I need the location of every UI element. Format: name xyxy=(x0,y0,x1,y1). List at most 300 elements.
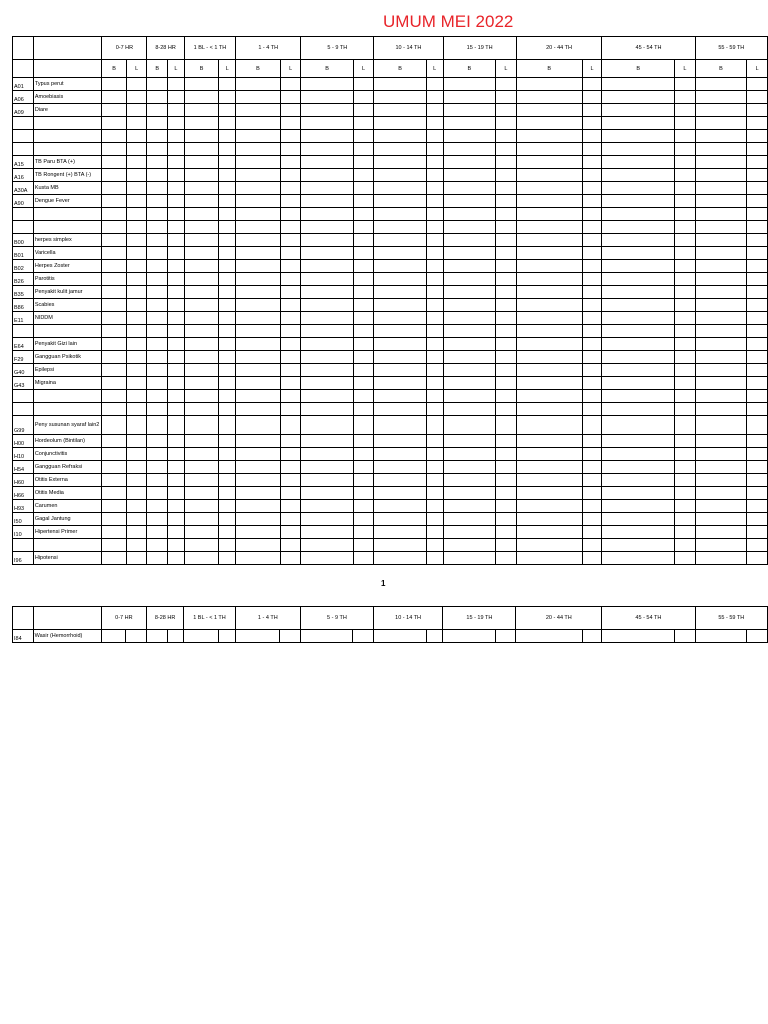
count-cell xyxy=(443,104,496,117)
count-cell xyxy=(301,182,353,195)
count-cell xyxy=(219,338,236,351)
disease-name xyxy=(33,130,102,143)
count-cell xyxy=(219,78,236,91)
count-cell xyxy=(426,377,443,390)
count-cell xyxy=(102,273,126,286)
count-cell xyxy=(184,513,219,526)
count-cell xyxy=(102,299,126,312)
count-cell xyxy=(496,435,517,448)
count-cell xyxy=(168,325,185,338)
count-cell xyxy=(219,247,236,260)
count-cell xyxy=(102,403,126,416)
count-cell xyxy=(496,513,517,526)
count-cell xyxy=(496,390,517,403)
count-cell xyxy=(516,169,582,182)
sex-header-l: L xyxy=(747,60,768,78)
table-row xyxy=(13,221,768,234)
count-cell xyxy=(219,260,236,273)
disease-name: Penyakit Gizi lain xyxy=(33,338,102,351)
disease-code: A06 xyxy=(13,91,34,104)
count-cell xyxy=(353,526,374,539)
count-cell xyxy=(236,416,281,435)
count-cell xyxy=(516,364,582,377)
count-cell xyxy=(126,169,147,182)
count-cell xyxy=(301,552,353,565)
count-cell xyxy=(747,260,768,273)
count-cell xyxy=(582,416,602,435)
count-cell xyxy=(496,364,517,377)
count-cell xyxy=(126,195,147,208)
count-cell xyxy=(184,630,219,643)
count-cell xyxy=(516,630,582,643)
count-cell xyxy=(280,377,301,390)
count-cell xyxy=(695,234,747,247)
count-cell xyxy=(280,351,301,364)
count-cell xyxy=(747,299,768,312)
count-cell xyxy=(496,156,517,169)
count-cell xyxy=(602,286,675,299)
count-cell xyxy=(374,416,427,435)
count-cell xyxy=(219,403,236,416)
count-cell xyxy=(374,130,427,143)
count-cell xyxy=(219,552,236,565)
count-cell xyxy=(147,312,168,325)
count-cell xyxy=(353,117,374,130)
count-cell xyxy=(236,552,281,565)
count-cell xyxy=(582,377,602,390)
count-cell xyxy=(374,273,427,286)
count-cell xyxy=(695,182,747,195)
count-cell xyxy=(147,377,168,390)
count-cell xyxy=(301,247,353,260)
count-cell xyxy=(280,195,301,208)
count-cell xyxy=(602,351,675,364)
table-row xyxy=(13,461,768,474)
count-cell xyxy=(280,487,301,500)
count-cell xyxy=(184,221,219,234)
table-row xyxy=(13,338,768,351)
count-cell xyxy=(695,539,747,552)
count-cell xyxy=(219,390,236,403)
count-cell xyxy=(280,247,301,260)
count-cell xyxy=(602,513,675,526)
count-cell xyxy=(602,208,675,221)
count-cell xyxy=(695,156,747,169)
age-group-header: 8-28 HR xyxy=(147,37,184,60)
count-cell xyxy=(602,338,675,351)
sex-header-b: B xyxy=(147,60,168,78)
age-group-header: 55 - 59 TH xyxy=(695,607,767,630)
count-cell xyxy=(675,416,696,435)
count-cell xyxy=(374,448,427,461)
count-cell xyxy=(747,130,768,143)
count-cell xyxy=(353,182,374,195)
count-cell xyxy=(147,390,168,403)
count-cell xyxy=(443,143,496,156)
count-cell xyxy=(280,552,301,565)
count-cell xyxy=(602,325,675,338)
count-cell xyxy=(747,156,768,169)
count-cell xyxy=(675,286,696,299)
disease-name: TB Rongent (+) BTA (-) xyxy=(33,169,102,182)
count-cell xyxy=(516,377,582,390)
count-cell xyxy=(675,104,696,117)
count-cell xyxy=(168,526,185,539)
count-cell xyxy=(353,435,374,448)
count-cell xyxy=(582,351,602,364)
count-cell xyxy=(184,247,219,260)
count-cell xyxy=(301,448,353,461)
count-cell xyxy=(219,526,236,539)
count-cell xyxy=(147,435,168,448)
count-cell xyxy=(219,91,236,104)
count-cell xyxy=(126,117,147,130)
count-cell xyxy=(426,325,443,338)
count-cell xyxy=(219,461,236,474)
table-row xyxy=(13,513,768,526)
count-cell xyxy=(126,448,147,461)
count-cell xyxy=(582,338,602,351)
count-cell xyxy=(675,299,696,312)
count-cell xyxy=(168,117,185,130)
age-group-header: 55 - 59 TH xyxy=(695,37,767,60)
table-row xyxy=(13,169,768,182)
count-cell xyxy=(184,416,219,435)
count-cell xyxy=(168,286,185,299)
count-cell xyxy=(219,143,236,156)
count-cell xyxy=(675,500,696,513)
count-cell xyxy=(184,143,219,156)
count-cell xyxy=(126,403,147,416)
count-cell xyxy=(443,448,496,461)
disease-name: Hipertensi Primer xyxy=(33,526,102,539)
count-cell xyxy=(602,169,675,182)
count-cell xyxy=(126,182,147,195)
count-cell xyxy=(516,435,582,448)
count-cell xyxy=(747,390,768,403)
count-cell xyxy=(147,104,168,117)
report-title: UMUM MEI 2022 xyxy=(383,12,514,31)
disease-name: Parotitis xyxy=(33,273,102,286)
count-cell xyxy=(353,312,374,325)
count-cell xyxy=(147,156,168,169)
count-cell xyxy=(747,474,768,487)
count-cell xyxy=(602,416,675,435)
disease-name: Kusta MB xyxy=(33,182,102,195)
disease-name: Epilepsi xyxy=(33,364,102,377)
count-cell xyxy=(443,377,496,390)
count-cell xyxy=(126,299,147,312)
count-cell xyxy=(219,351,236,364)
disease-code: H66 xyxy=(13,487,34,500)
count-cell xyxy=(695,500,747,513)
count-cell xyxy=(168,435,185,448)
sex-header-l: L xyxy=(675,60,696,78)
count-cell xyxy=(168,474,185,487)
count-cell xyxy=(602,500,675,513)
table-row xyxy=(13,182,768,195)
disease-code: H00 xyxy=(13,435,34,448)
count-cell xyxy=(353,208,374,221)
count-cell xyxy=(602,117,675,130)
count-cell xyxy=(126,435,147,448)
count-cell xyxy=(582,195,602,208)
count-cell xyxy=(426,539,443,552)
count-cell xyxy=(426,130,443,143)
count-cell xyxy=(443,247,496,260)
count-cell xyxy=(496,273,517,286)
count-cell xyxy=(280,403,301,416)
count-cell xyxy=(168,390,185,403)
count-cell xyxy=(219,286,236,299)
count-cell xyxy=(147,130,168,143)
count-cell xyxy=(219,448,236,461)
count-cell xyxy=(426,208,443,221)
count-cell xyxy=(374,143,427,156)
count-cell xyxy=(747,487,768,500)
count-cell xyxy=(675,156,696,169)
count-cell xyxy=(353,234,374,247)
count-cell xyxy=(280,416,301,435)
count-cell xyxy=(102,312,126,325)
count-cell xyxy=(747,364,768,377)
count-cell xyxy=(353,351,374,364)
count-cell xyxy=(374,390,427,403)
count-cell xyxy=(353,299,374,312)
count-cell xyxy=(301,461,353,474)
count-cell xyxy=(496,338,517,351)
count-cell xyxy=(353,104,374,117)
disease-header xyxy=(33,607,101,630)
count-cell xyxy=(695,299,747,312)
age-group-header: 1 - 4 TH xyxy=(236,37,301,60)
count-cell xyxy=(695,260,747,273)
count-cell xyxy=(426,351,443,364)
count-cell xyxy=(102,526,126,539)
count-cell xyxy=(695,403,747,416)
count-cell xyxy=(426,487,443,500)
disease-code: G43 xyxy=(13,377,34,390)
count-cell xyxy=(168,182,185,195)
count-cell xyxy=(602,364,675,377)
count-cell xyxy=(236,169,281,182)
count-cell xyxy=(219,208,236,221)
count-cell xyxy=(102,234,126,247)
count-cell xyxy=(496,526,517,539)
count-cell xyxy=(184,299,219,312)
count-cell xyxy=(582,526,602,539)
disease-code: A15 xyxy=(13,156,34,169)
count-cell xyxy=(219,169,236,182)
count-cell xyxy=(236,338,281,351)
count-cell xyxy=(301,351,353,364)
count-cell xyxy=(236,364,281,377)
count-cell xyxy=(496,539,517,552)
count-cell xyxy=(301,474,353,487)
count-cell xyxy=(184,78,219,91)
count-cell xyxy=(443,500,496,513)
count-cell xyxy=(695,286,747,299)
count-cell xyxy=(747,338,768,351)
count-cell xyxy=(675,130,696,143)
count-cell xyxy=(147,500,168,513)
count-cell xyxy=(280,448,301,461)
count-cell xyxy=(126,630,147,643)
count-cell xyxy=(147,286,168,299)
count-cell xyxy=(496,221,517,234)
count-cell xyxy=(496,117,517,130)
count-cell xyxy=(184,325,219,338)
count-cell xyxy=(374,208,427,221)
count-cell xyxy=(184,351,219,364)
count-cell xyxy=(443,234,496,247)
disease-code xyxy=(13,208,34,221)
table-row xyxy=(13,156,768,169)
count-cell xyxy=(147,299,168,312)
disease-code xyxy=(13,221,34,234)
count-cell xyxy=(301,221,353,234)
count-cell xyxy=(496,325,517,338)
count-cell xyxy=(126,273,147,286)
count-cell xyxy=(443,130,496,143)
count-cell xyxy=(353,461,374,474)
age-group-header: 1 - 4 TH xyxy=(235,607,300,630)
count-cell xyxy=(496,130,517,143)
count-cell xyxy=(443,539,496,552)
count-cell xyxy=(102,208,126,221)
count-cell xyxy=(695,552,747,565)
count-cell xyxy=(184,364,219,377)
count-cell xyxy=(353,539,374,552)
count-cell xyxy=(126,260,147,273)
age-group-header: 1 BL - < 1 TH xyxy=(184,607,235,630)
table-row xyxy=(13,286,768,299)
count-cell xyxy=(280,526,301,539)
count-cell xyxy=(374,377,427,390)
count-cell xyxy=(168,208,185,221)
disease-code xyxy=(13,117,34,130)
count-cell xyxy=(236,91,281,104)
count-cell xyxy=(602,247,675,260)
count-cell xyxy=(147,169,168,182)
count-cell xyxy=(675,117,696,130)
count-cell xyxy=(219,312,236,325)
count-cell xyxy=(496,195,517,208)
count-cell xyxy=(443,474,496,487)
count-cell xyxy=(747,526,768,539)
disease-code: A01 xyxy=(13,78,34,91)
count-cell xyxy=(236,78,281,91)
count-cell xyxy=(184,526,219,539)
count-cell xyxy=(602,299,675,312)
count-cell xyxy=(280,435,301,448)
count-cell xyxy=(675,630,695,643)
count-cell xyxy=(496,260,517,273)
count-cell xyxy=(126,247,147,260)
disease-name: Herpes Zoster xyxy=(33,260,102,273)
disease-header xyxy=(33,60,102,78)
count-cell xyxy=(747,500,768,513)
count-cell xyxy=(675,182,696,195)
count-cell xyxy=(443,91,496,104)
disease-name: Scabies xyxy=(33,299,102,312)
count-cell xyxy=(126,526,147,539)
count-cell xyxy=(443,630,496,643)
count-cell xyxy=(102,487,126,500)
age-group-header: 5 - 9 TH xyxy=(301,37,374,60)
count-cell xyxy=(443,403,496,416)
count-cell xyxy=(374,156,427,169)
count-cell xyxy=(695,130,747,143)
count-cell xyxy=(374,234,427,247)
count-cell xyxy=(582,435,602,448)
disease-name: Penyakit kulit jamur xyxy=(33,286,102,299)
count-cell xyxy=(301,390,353,403)
count-cell xyxy=(301,338,353,351)
count-cell xyxy=(675,195,696,208)
count-cell xyxy=(126,364,147,377)
age-group-header: 15 - 19 TH xyxy=(443,607,516,630)
count-cell xyxy=(301,169,353,182)
count-cell xyxy=(102,130,126,143)
count-cell xyxy=(147,474,168,487)
count-cell xyxy=(443,461,496,474)
count-cell xyxy=(374,260,427,273)
count-cell xyxy=(236,487,281,500)
age-group-header: 20 - 44 TH xyxy=(516,37,602,60)
count-cell xyxy=(236,526,281,539)
count-cell xyxy=(695,390,747,403)
disease-code: I96 xyxy=(13,552,34,565)
count-cell xyxy=(300,630,353,643)
count-cell xyxy=(675,390,696,403)
count-cell xyxy=(516,130,582,143)
count-cell xyxy=(280,312,301,325)
count-cell xyxy=(374,364,427,377)
disease-code: B02 xyxy=(13,260,34,273)
disease-name: Amoebiasis xyxy=(33,91,102,104)
count-cell xyxy=(695,78,747,91)
count-cell xyxy=(236,195,281,208)
count-cell xyxy=(675,208,696,221)
count-cell xyxy=(184,273,219,286)
disease-table-page-2 xyxy=(12,606,768,643)
count-cell xyxy=(126,221,147,234)
count-cell xyxy=(102,247,126,260)
sex-header-l: L xyxy=(168,60,185,78)
count-cell xyxy=(374,487,427,500)
count-cell xyxy=(695,377,747,390)
count-cell xyxy=(582,312,602,325)
count-cell xyxy=(126,338,147,351)
count-cell xyxy=(695,487,747,500)
count-cell xyxy=(102,338,126,351)
count-cell xyxy=(675,143,696,156)
count-cell xyxy=(353,143,374,156)
disease-code: I10 xyxy=(13,526,34,539)
count-cell xyxy=(168,273,185,286)
count-cell xyxy=(236,351,281,364)
count-cell xyxy=(602,552,675,565)
disease-name: Migraina xyxy=(33,377,102,390)
count-cell xyxy=(602,377,675,390)
count-cell xyxy=(426,526,443,539)
count-cell xyxy=(236,377,281,390)
count-cell xyxy=(168,364,185,377)
count-cell xyxy=(168,247,185,260)
disease-name xyxy=(33,539,102,552)
count-cell xyxy=(301,260,353,273)
